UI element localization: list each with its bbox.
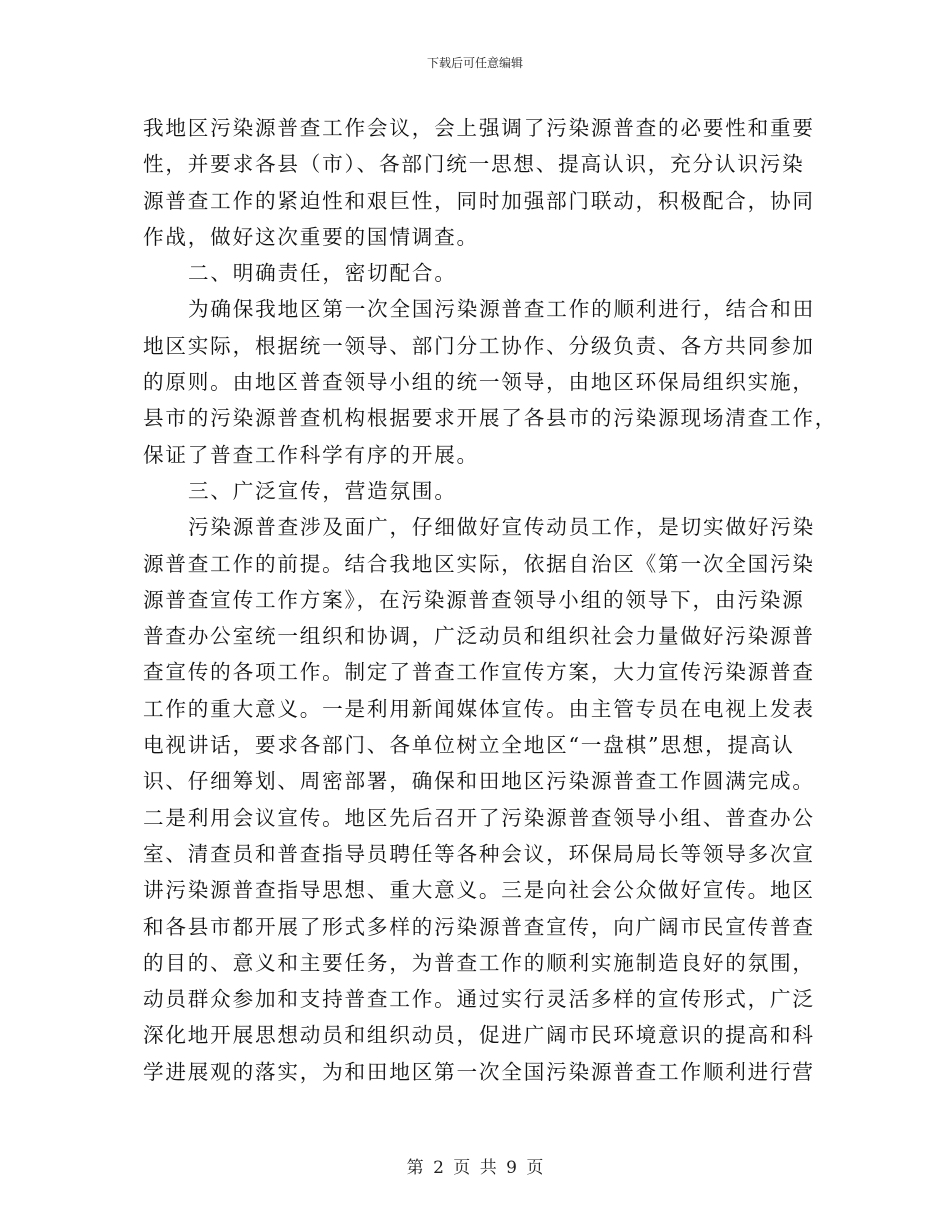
body-line: 学进展观的落实，为和田地区第一次全国污染源普查工作顺利进行营 xyxy=(143,1059,815,1084)
body-line: 识、仔细筹划、周密部署，确保和田地区污染源普查工作圆满完成。 xyxy=(143,769,815,794)
body-line: 为确保我地区第一次全国污染源普查工作的顺利进行，结合和田 xyxy=(188,297,816,322)
body-line: 讲污染源普查指导思想、重大意义。三是向社会公众做好宣传。地区 xyxy=(143,878,815,903)
section-heading: 二、明确责任，密切配合。 xyxy=(188,261,457,286)
body-line: 室、清查员和普查指导员聘任等各种会议，环保局局长等领导多次宣 xyxy=(143,841,815,866)
page-header: 下载后可任意编辑 xyxy=(426,56,523,70)
body-line: 源普查工作的前提。结合我地区实际，依据自治区《第一次全国污染 xyxy=(143,551,815,576)
body-line: 的目的、意义和主要任务，为普查工作的顺利实施制造良好的氛围， xyxy=(143,950,815,975)
body-line: 地区实际，根据统一领导、部门分工协作、分级负责、各方共同参加 xyxy=(143,333,815,358)
body-line: 和各县市都开展了形式多样的污染源普查宣传，向广阔市民宣传普查 xyxy=(143,914,815,939)
body-line: 源普查宣传工作方案》，在污染源普查领导小组的领导下，由污染源 xyxy=(143,587,805,612)
body-line: 工作的重大意义。一是利用新闻媒体宣传。由主管专员在电视上发表 xyxy=(143,696,815,721)
body-line: 普查办公室统一组织和协调，广泛动员和组织社会力量做好污染源普 xyxy=(143,624,815,649)
body-line: 县市的污染源普查机构根据要求开展了各县市的污染源现场清查工作， xyxy=(143,406,838,431)
body-line: 保证了普查工作科学有序的开展。 xyxy=(143,442,479,467)
body-line: 二是利用会议宣传。地区先后召开了污染源普查领导小组、普查办公 xyxy=(143,805,815,830)
body-line: 源普查工作的紧迫性和艰巨性，同时加强部门联动，积极配合，协同 xyxy=(143,188,815,213)
body-line: 作战，做好这次重要的国情调查。 xyxy=(143,224,479,249)
body-line: 电视讲话，要求各部门、各单位树立全地区“一盘棋”思想，提高认 xyxy=(143,733,795,758)
section-heading: 三、广泛宣传，营造氛围。 xyxy=(188,478,457,503)
page-number: 第 2 页 共 9 页 xyxy=(406,1158,544,1178)
body-line: 动员群众参加和支持普查工作。通过实行灵活多样的宣传形式，广泛 xyxy=(143,987,815,1012)
body-line: 污染源普查涉及面广，仔细做好宣传动员工作，是切实做好污染 xyxy=(188,515,816,540)
document-body xyxy=(143,110,838,1090)
body-line: 查宣传的各项工作。制定了普查工作宣传方案，大力宣传污染源普查 xyxy=(143,660,815,685)
body-line: 性，并要求各县（市）、各部门统一思想、提高认识，充分认识污染 xyxy=(143,152,805,177)
body-line: 深化地开展思想动员和组织动员，促进广阔市民环境意识的提高和科 xyxy=(143,1023,815,1048)
body-line: 的原则。由地区普查领导小组的统一领导，由地区环保局组织实施， xyxy=(143,370,815,395)
body-line: 我地区污染源普查工作会议，会上强调了污染源普查的必要性和重要 xyxy=(143,116,815,140)
